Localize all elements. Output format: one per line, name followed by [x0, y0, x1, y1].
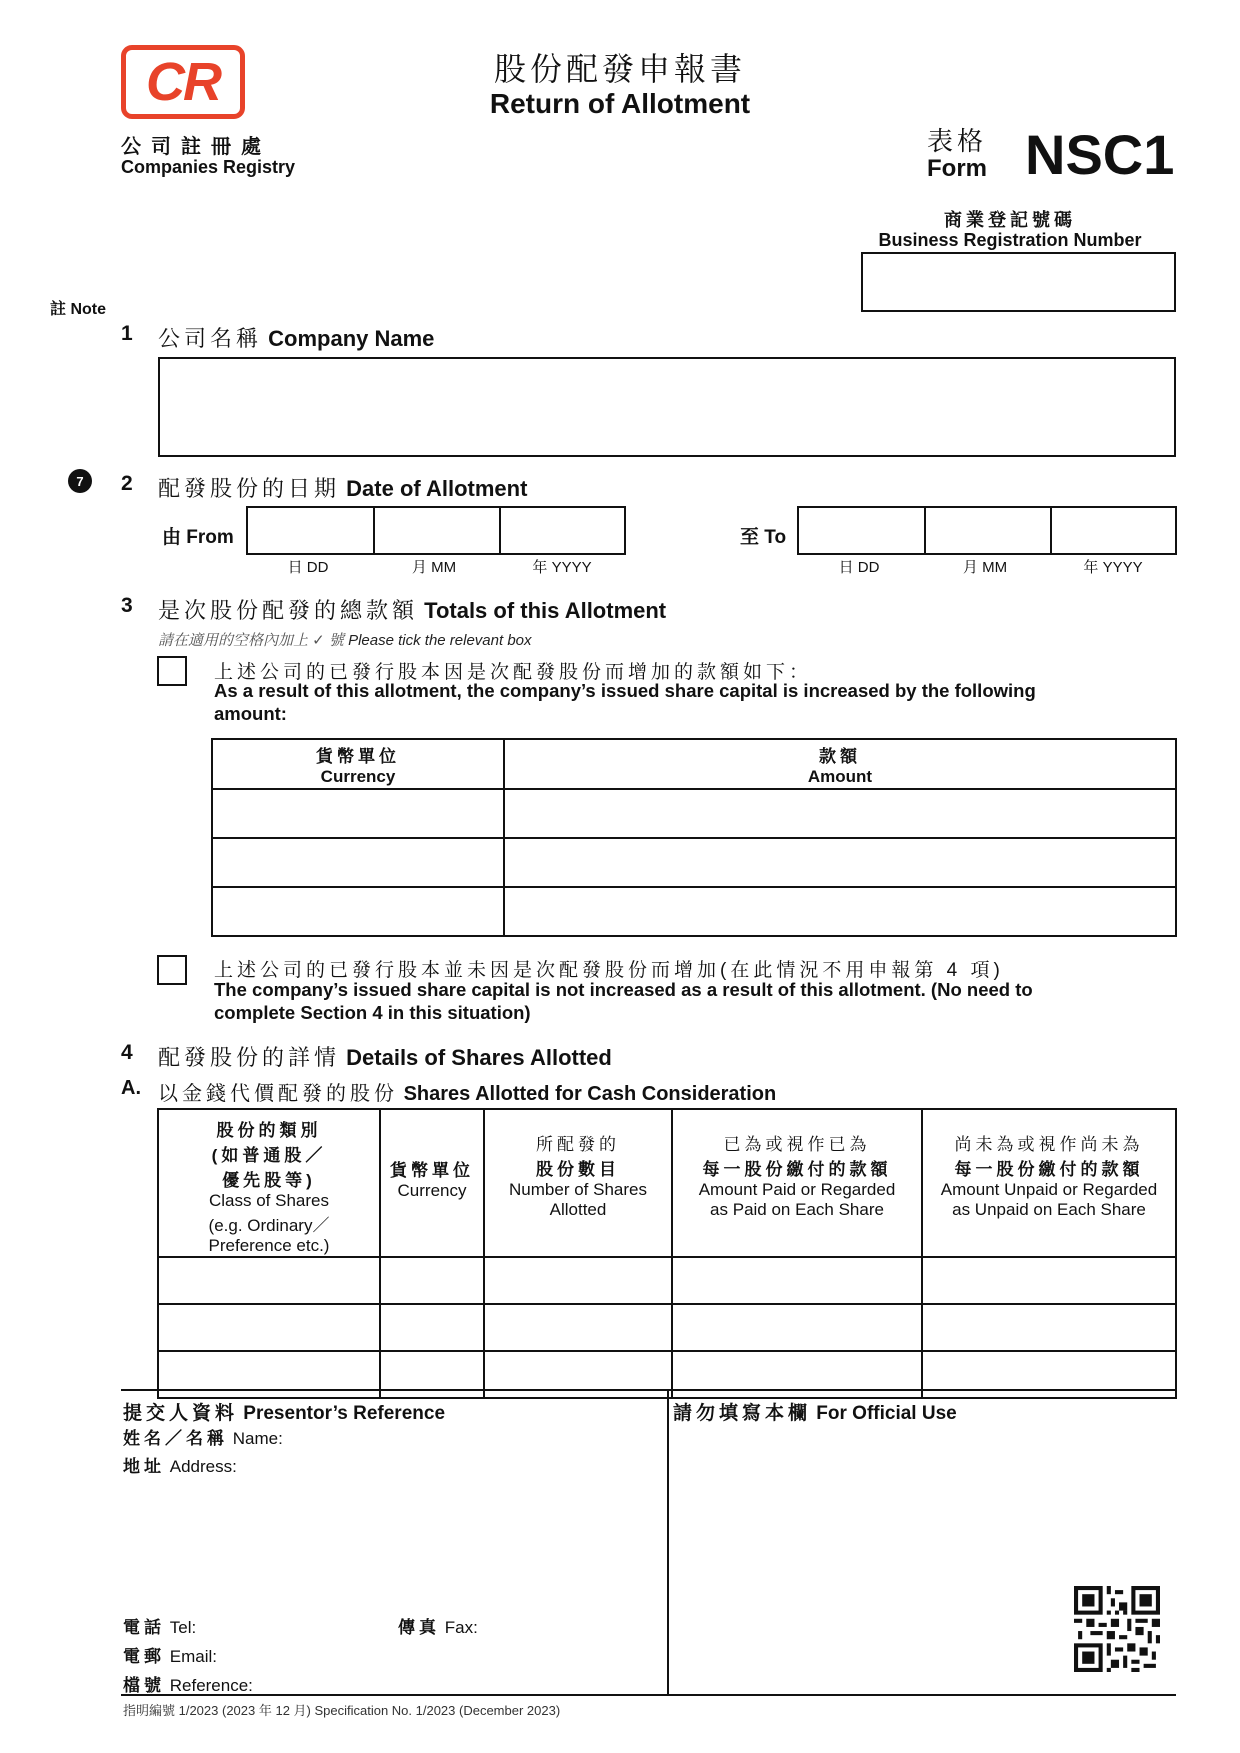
- currency-en: Currency: [397, 1181, 467, 1200]
- unpaid-zh-1: 尚未為或視作尚未為: [954, 1135, 1144, 1154]
- option1-zh: 上述公司的已發行股本因是次配發股份而增加的款額如下：: [214, 662, 813, 683]
- tel-label-zh: 電話: [123, 1618, 165, 1637]
- to-mm-field[interactable]: [923, 506, 1047, 555]
- header-amount-paid: [672, 1109, 922, 1257]
- to-dd-label: 日 DD: [838, 559, 880, 576]
- paid-zh-1: 已為或視作已為: [723, 1135, 871, 1154]
- presenter-title-en: Presentor’s Reference: [243, 1403, 446, 1424]
- unpaid-cell[interactable]: [922, 1257, 1176, 1304]
- unpaid-zh-2: 每一股份繳付的款額: [954, 1160, 1144, 1179]
- totals-table: [211, 738, 1177, 937]
- name-label-zh: 姓名／名稱: [123, 1429, 228, 1448]
- to-mm-label: 月 MM: [962, 559, 1008, 576]
- bottom-divider-bottom: [121, 1694, 1176, 1696]
- to-label: 至 To: [740, 527, 787, 548]
- presenter-name[interactable]: [123, 1424, 283, 1449]
- section2-title-en: Date of Allotment: [346, 476, 528, 501]
- name-label-en: Name:: [232, 1429, 283, 1448]
- totals-header-amount: [504, 739, 1176, 789]
- brn-zh: 商業登記號碼: [944, 210, 1076, 230]
- ref-label-zh: 檔號: [123, 1676, 165, 1695]
- tick-note-zh: 請在適用的空格內加上 ✓ 號: [158, 632, 344, 649]
- currency-cell[interactable]: [380, 1304, 484, 1351]
- section4-sub-zh: 以金錢代價配發的股份: [158, 1083, 398, 1105]
- brn-field[interactable]: [861, 252, 1176, 312]
- option1-en-line1: As a result of this allotment, the company’s issued share capital is increased by the following: [214, 680, 1036, 701]
- official-title-zh: 請勿填寫本欄: [673, 1403, 812, 1424]
- note-7-badge: 7: [68, 469, 92, 493]
- number-zh-1: 所配發的: [536, 1135, 620, 1154]
- from-yyyy-field[interactable]: [498, 506, 626, 555]
- currency-cell[interactable]: [380, 1257, 484, 1304]
- class-zh-1: 股份的類別: [216, 1121, 322, 1140]
- paid-zh-2: 每一股份繳付的款額: [702, 1160, 892, 1179]
- bottom-divider-top: [121, 1389, 1176, 1391]
- totals-amount-en: Amount: [807, 767, 873, 786]
- class-en-1: Class of Shares: [209, 1191, 329, 1210]
- section3-title-en: Totals of this Allotment: [424, 598, 667, 623]
- bottom-vertical-divider: [667, 1389, 669, 1694]
- number-zh-2: 股份數目: [536, 1160, 620, 1179]
- number-en-2: Allotted: [549, 1200, 607, 1219]
- presenter-fax[interactable]: [398, 1613, 478, 1638]
- number-cell[interactable]: [484, 1304, 672, 1351]
- from-label: 由 From: [162, 527, 234, 548]
- totals-header-currency: [212, 739, 504, 789]
- registry-zh: 公司註冊處: [121, 136, 271, 158]
- to-yyyy-label: 年 YYYY: [1083, 559, 1143, 576]
- form-label-en: Form: [927, 155, 987, 182]
- section3-title-zh: 是次股份配發的總款額: [158, 598, 419, 623]
- from-dd-field[interactable]: [246, 506, 370, 555]
- header-class-of-shares: [158, 1109, 380, 1257]
- section1-num: 1: [121, 322, 133, 345]
- registry-en: Companies Registry: [121, 157, 296, 177]
- section4-sub-letter: A.: [121, 1077, 141, 1099]
- presenter-address[interactable]: [123, 1452, 237, 1477]
- currency-zh: 貨幣單位: [390, 1161, 474, 1180]
- email-label-en: Email:: [169, 1647, 217, 1666]
- form-label-zh: 表格: [927, 126, 988, 156]
- section4-sub-en: Shares Allotted for Cash Consideration: [403, 1083, 777, 1105]
- totals-currency-zh: 貨幣單位: [316, 747, 400, 766]
- section2-title-zh: 配發股份的日期: [158, 476, 341, 501]
- from-mm-field[interactable]: [372, 506, 496, 555]
- paid-cell[interactable]: [672, 1304, 922, 1351]
- option2-zh: 上述公司的已發行股本並未因是次配發股份而增加(在此情況不用申報第 4 項): [214, 960, 1004, 981]
- footer-spec: 指明編號 1/2023 (2023 年 12 月) Specification No. 1/2023 (December 2023): [123, 1703, 561, 1718]
- option1-en-line2: amount:: [214, 703, 287, 724]
- section4-title-zh: 配發股份的詳情: [158, 1045, 341, 1070]
- header-amount-unpaid: [922, 1109, 1176, 1257]
- address-label-en: Address:: [169, 1457, 237, 1476]
- class-en-2: (e.g. Ordinary／: [208, 1216, 330, 1235]
- option2-checkbox[interactable]: [157, 955, 187, 985]
- paid-en-1: Amount Paid or Regarded: [698, 1180, 896, 1199]
- option1-checkbox[interactable]: [157, 656, 187, 686]
- from-dd-label: 日 DD: [287, 559, 329, 576]
- totals-currency-en: Currency: [320, 767, 396, 786]
- header-number-of-shares: [484, 1109, 672, 1257]
- paid-cell[interactable]: [672, 1257, 922, 1304]
- amount-cell[interactable]: [504, 789, 1176, 838]
- official-use-title: [673, 1398, 957, 1425]
- to-dd-field[interactable]: [797, 506, 921, 555]
- company-name-field[interactable]: [158, 357, 1176, 457]
- title-en: Return of Allotment: [489, 88, 751, 119]
- currency-cell[interactable]: [212, 838, 504, 887]
- cr-logo: [121, 45, 245, 119]
- email-label-zh: 電郵: [123, 1647, 165, 1666]
- from-yyyy-label: 年 YYYY: [532, 559, 592, 576]
- amount-cell[interactable]: [504, 838, 1176, 887]
- fax-label-en: Fax:: [444, 1618, 478, 1637]
- address-label-zh: 地址: [123, 1457, 165, 1476]
- table-row: [212, 789, 1176, 838]
- tick-note-en: Please tick the relevant box: [348, 632, 532, 649]
- paid-en-2: as Paid on Each Share: [710, 1200, 884, 1219]
- class-zh-2: (如普通股／: [211, 1146, 327, 1165]
- section3-num: 3: [121, 594, 133, 617]
- presenter-tel[interactable]: [123, 1613, 196, 1638]
- to-yyyy-field[interactable]: [1049, 506, 1177, 555]
- number-cell[interactable]: [484, 1257, 672, 1304]
- totals-amount-zh: 款額: [819, 747, 861, 766]
- header-currency: [380, 1109, 484, 1257]
- ref-label-en: Reference:: [169, 1676, 253, 1695]
- section1-title-zh: 公司名稱: [158, 326, 263, 351]
- logo-text: CR: [146, 52, 220, 112]
- tel-label-en: Tel:: [169, 1618, 197, 1637]
- class-cell[interactable]: [158, 1257, 380, 1304]
- qr-code-icon: [1074, 1586, 1160, 1672]
- class-en-3: Preference etc.): [208, 1236, 330, 1255]
- table-row: [158, 1257, 1176, 1304]
- number-en-1: Number of Shares: [509, 1180, 647, 1199]
- unpaid-cell[interactable]: [922, 1304, 1176, 1351]
- amount-cell[interactable]: [504, 887, 1176, 936]
- table-row: [212, 838, 1176, 887]
- class-cell[interactable]: [158, 1304, 380, 1351]
- shares-table: [157, 1108, 1177, 1399]
- currency-cell[interactable]: [212, 789, 504, 838]
- brn-en: Business Registration Number: [878, 230, 1142, 250]
- section2-num: 2: [121, 472, 133, 495]
- presenter-title: [123, 1398, 445, 1425]
- section4-title-en: Details of Shares Allotted: [346, 1045, 612, 1070]
- from-mm-label: 月 MM: [411, 559, 457, 576]
- note-label: 註 Note: [50, 301, 107, 318]
- unpaid-en-2: as Unpaid on Each Share: [952, 1200, 1146, 1219]
- option2-en-line1: The company’s issued share capital is not increased as a result of this allotment. (No need to: [214, 979, 1033, 1000]
- title-zh: 股份配發申報書: [493, 51, 746, 87]
- class-zh-3: 優先股等): [222, 1171, 316, 1190]
- official-title-en: For Official Use: [816, 1403, 957, 1424]
- presenter-email[interactable]: [123, 1642, 217, 1667]
- presenter-title-zh: 提交人資料: [123, 1403, 239, 1424]
- section4-num: 4: [121, 1041, 133, 1064]
- fax-label-zh: 傳真: [398, 1618, 440, 1637]
- form-code: NSC1: [1025, 123, 1175, 186]
- option2-en-line2: complete Section 4 in this situation): [214, 1002, 531, 1023]
- table-row: [158, 1304, 1176, 1351]
- currency-cell[interactable]: [212, 887, 504, 936]
- presenter-reference[interactable]: [123, 1671, 253, 1696]
- unpaid-en-1: Amount Unpaid or Regarded: [940, 1180, 1158, 1199]
- table-row: [212, 887, 1176, 936]
- section1-title-en: Company Name: [268, 326, 435, 351]
